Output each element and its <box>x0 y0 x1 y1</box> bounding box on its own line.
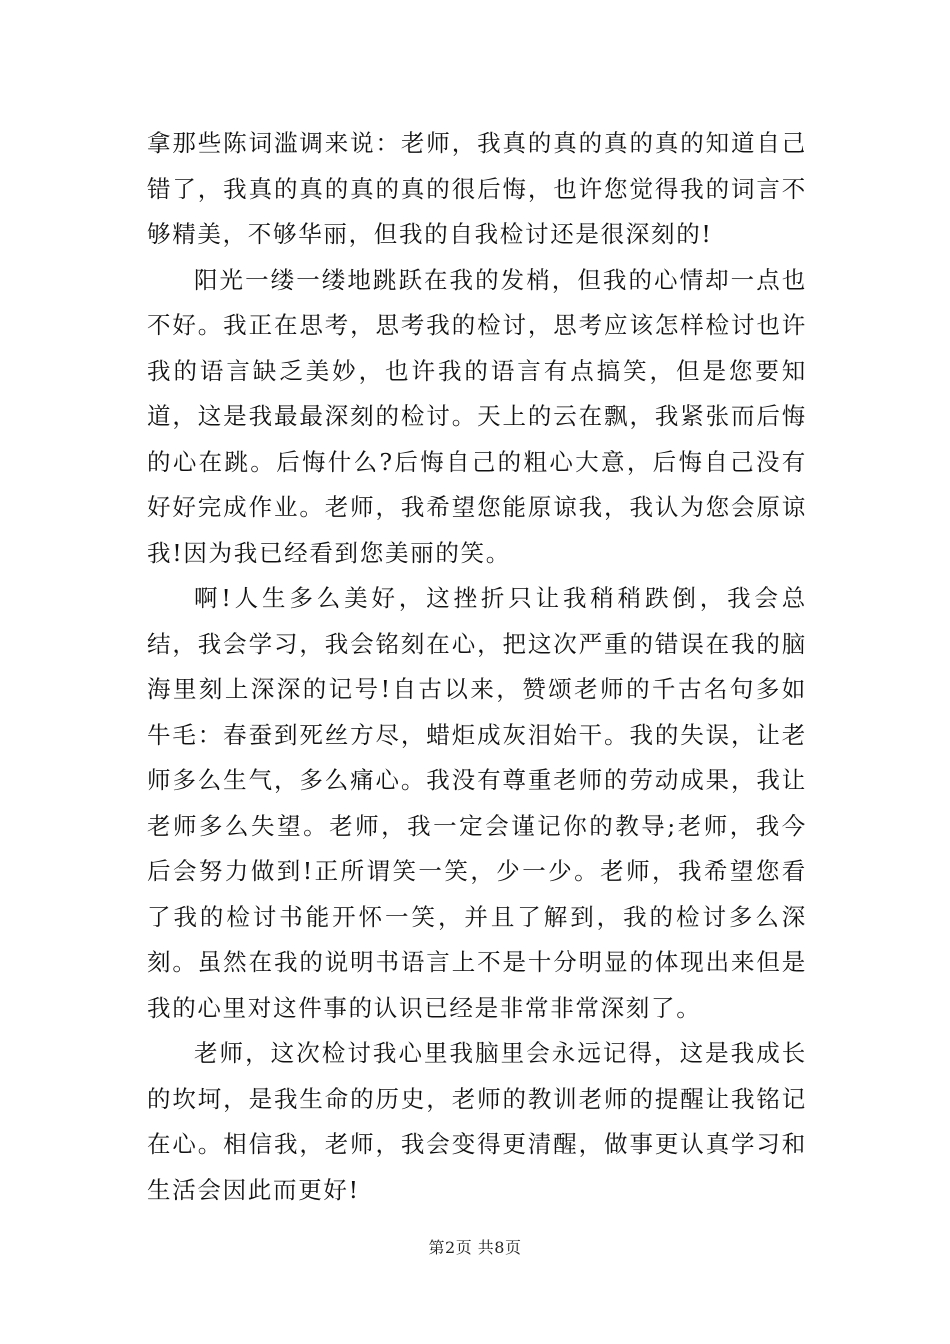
page-footer: 第2页 共8页 <box>428 1238 522 1257</box>
paragraph-2: 阳光一缕一缕地跳跃在我的发梢，但我的心情却一点也不好。我正在思考，思考我的检讨，思考应该怎样检讨也许我的语言缺乏美妙，也许我的语言有点搞笑，但是您要知道，这是我最最深刻的检讨。天上的云在飘，我紧张而后悔的心在跳。后悔什么?后悔自己的粗心大意，后悔自己没有好好完成作业。老师，我希望您能原谅我，我认为您会原谅我!因为我已经看到您美丽的笑。 <box>147 265 807 567</box>
paragraph-1: 拿那些陈词滥调来说：老师，我真的真的真的真的知道自己错了，我真的真的真的真的很后悔，也许您觉得我的词言不够精美，不够华丽，但我的自我检讨还是很深刻的! <box>147 129 807 248</box>
paragraph-4: 老师，这次检讨我心里我脑里会永远记得，这是我成长的坎坷，是我生命的历史，老师的教训老师的提醒让我铭记在心。相信我，老师，我会变得更清醒，做事更认真学习和生活会因此而更好! <box>147 1039 807 1204</box>
paragraph-3: 啊!人生多么美好，这挫折只让我稍稍跌倒，我会总结，我会学习，我会铭刻在心，把这次严重的错误在我的脑海里刻上深深的记号!自古以来，赞颂老师的千古名句多如牛毛：春蚕到死丝方尽，蜡炬成灰泪始干。我的失误，让老师多么生气，多么痛心。我没有尊重老师的劳动成果，我让老师多么失望。老师，我一定会谨记你的教导;老师，我今后会努力做到!正所谓笑一笑，少一少。老师，我希望您看了我的检讨书能开怀一笑，并且了解到，我的检讨多么深刻。虽然在我的说明书语言上不是十分明显的体现出来但是我的心里对这件事的认识已经是非常非常深刻了。 <box>147 584 807 1022</box>
document-body <box>147 121 807 1213</box>
